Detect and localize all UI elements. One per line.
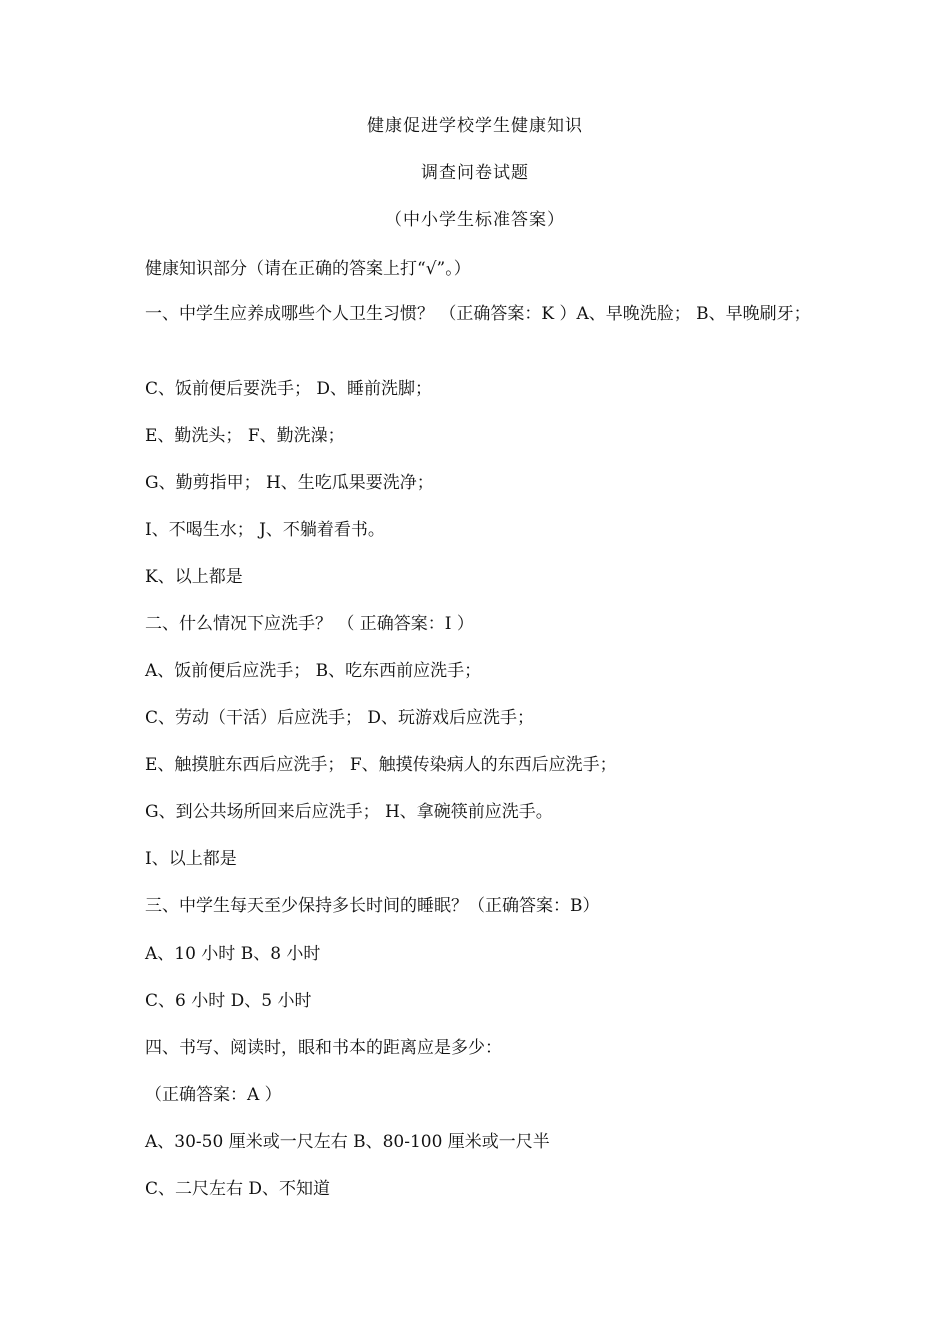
document-title: 健康促进学校学生健康知识 <box>367 116 583 136</box>
question-2-option-ab: A、饭前便后应洗手； B、吃东西前应洗手； <box>145 661 482 681</box>
question-1-option-ij: I、不喝生水； J、不躺着看书。 <box>145 520 385 540</box>
question-4-option-cd: C、二尺左右 D、不知道 <box>145 1179 331 1199</box>
question-1-option-gh: G、勤剪指甲； H、生吃瓜果要洗净； <box>145 473 434 493</box>
question-1-option-ef: E、勤洗头； F、勤洗澡； <box>145 426 345 446</box>
question-2-option-cd: C、劳动（干活）后应洗手； D、玩游戏后应洗手； <box>145 708 535 728</box>
question-4: 四、书写、阅读时，眼和书本的距离应是多少： <box>145 1038 502 1058</box>
question-2-option-ef: E、触摸脏东西后应洗手； F、触摸传染病人的东西后应洗手； <box>145 755 617 775</box>
question-4-option-ab: A、30-50 厘米或一尺左右 B、80-100 厘米或一尺半 <box>145 1132 550 1152</box>
question-2-option-i: I、以上都是 <box>145 849 237 869</box>
section-intro: 健康知识部分（请在正确的答案上打“√”。） <box>145 259 471 279</box>
document-subtitle: 调查问卷试题 <box>421 163 529 183</box>
question-3: 三、中学生每天至少保持多长时间的睡眠？（正确答案：B） <box>145 896 600 916</box>
document-answer-note: （中小学生标准答案） <box>385 210 565 230</box>
question-1-option-cd: C、饭前便后要洗手； D、睡前洗脚； <box>145 379 433 399</box>
question-1-option-k: K、以上都是 <box>145 567 243 587</box>
question-4-answer: （正确答案：A ） <box>145 1085 282 1105</box>
question-2: 二、什么情况下应洗手？ （ 正确答案：I ） <box>145 614 474 634</box>
question-3-option-ab: A、10 小时 B、8 小时 <box>145 944 321 964</box>
question-1: 一、中学生应养成哪些个人卫生习惯？ （正确答案：K ）A、早晚洗脸； B、早晚刷牙； <box>145 304 811 324</box>
question-3-option-cd: C、6 小时 D、5 小时 <box>145 991 312 1011</box>
question-2-option-gh: G、到公共场所回来后应洗手； H、拿碗筷前应洗手。 <box>145 802 553 822</box>
